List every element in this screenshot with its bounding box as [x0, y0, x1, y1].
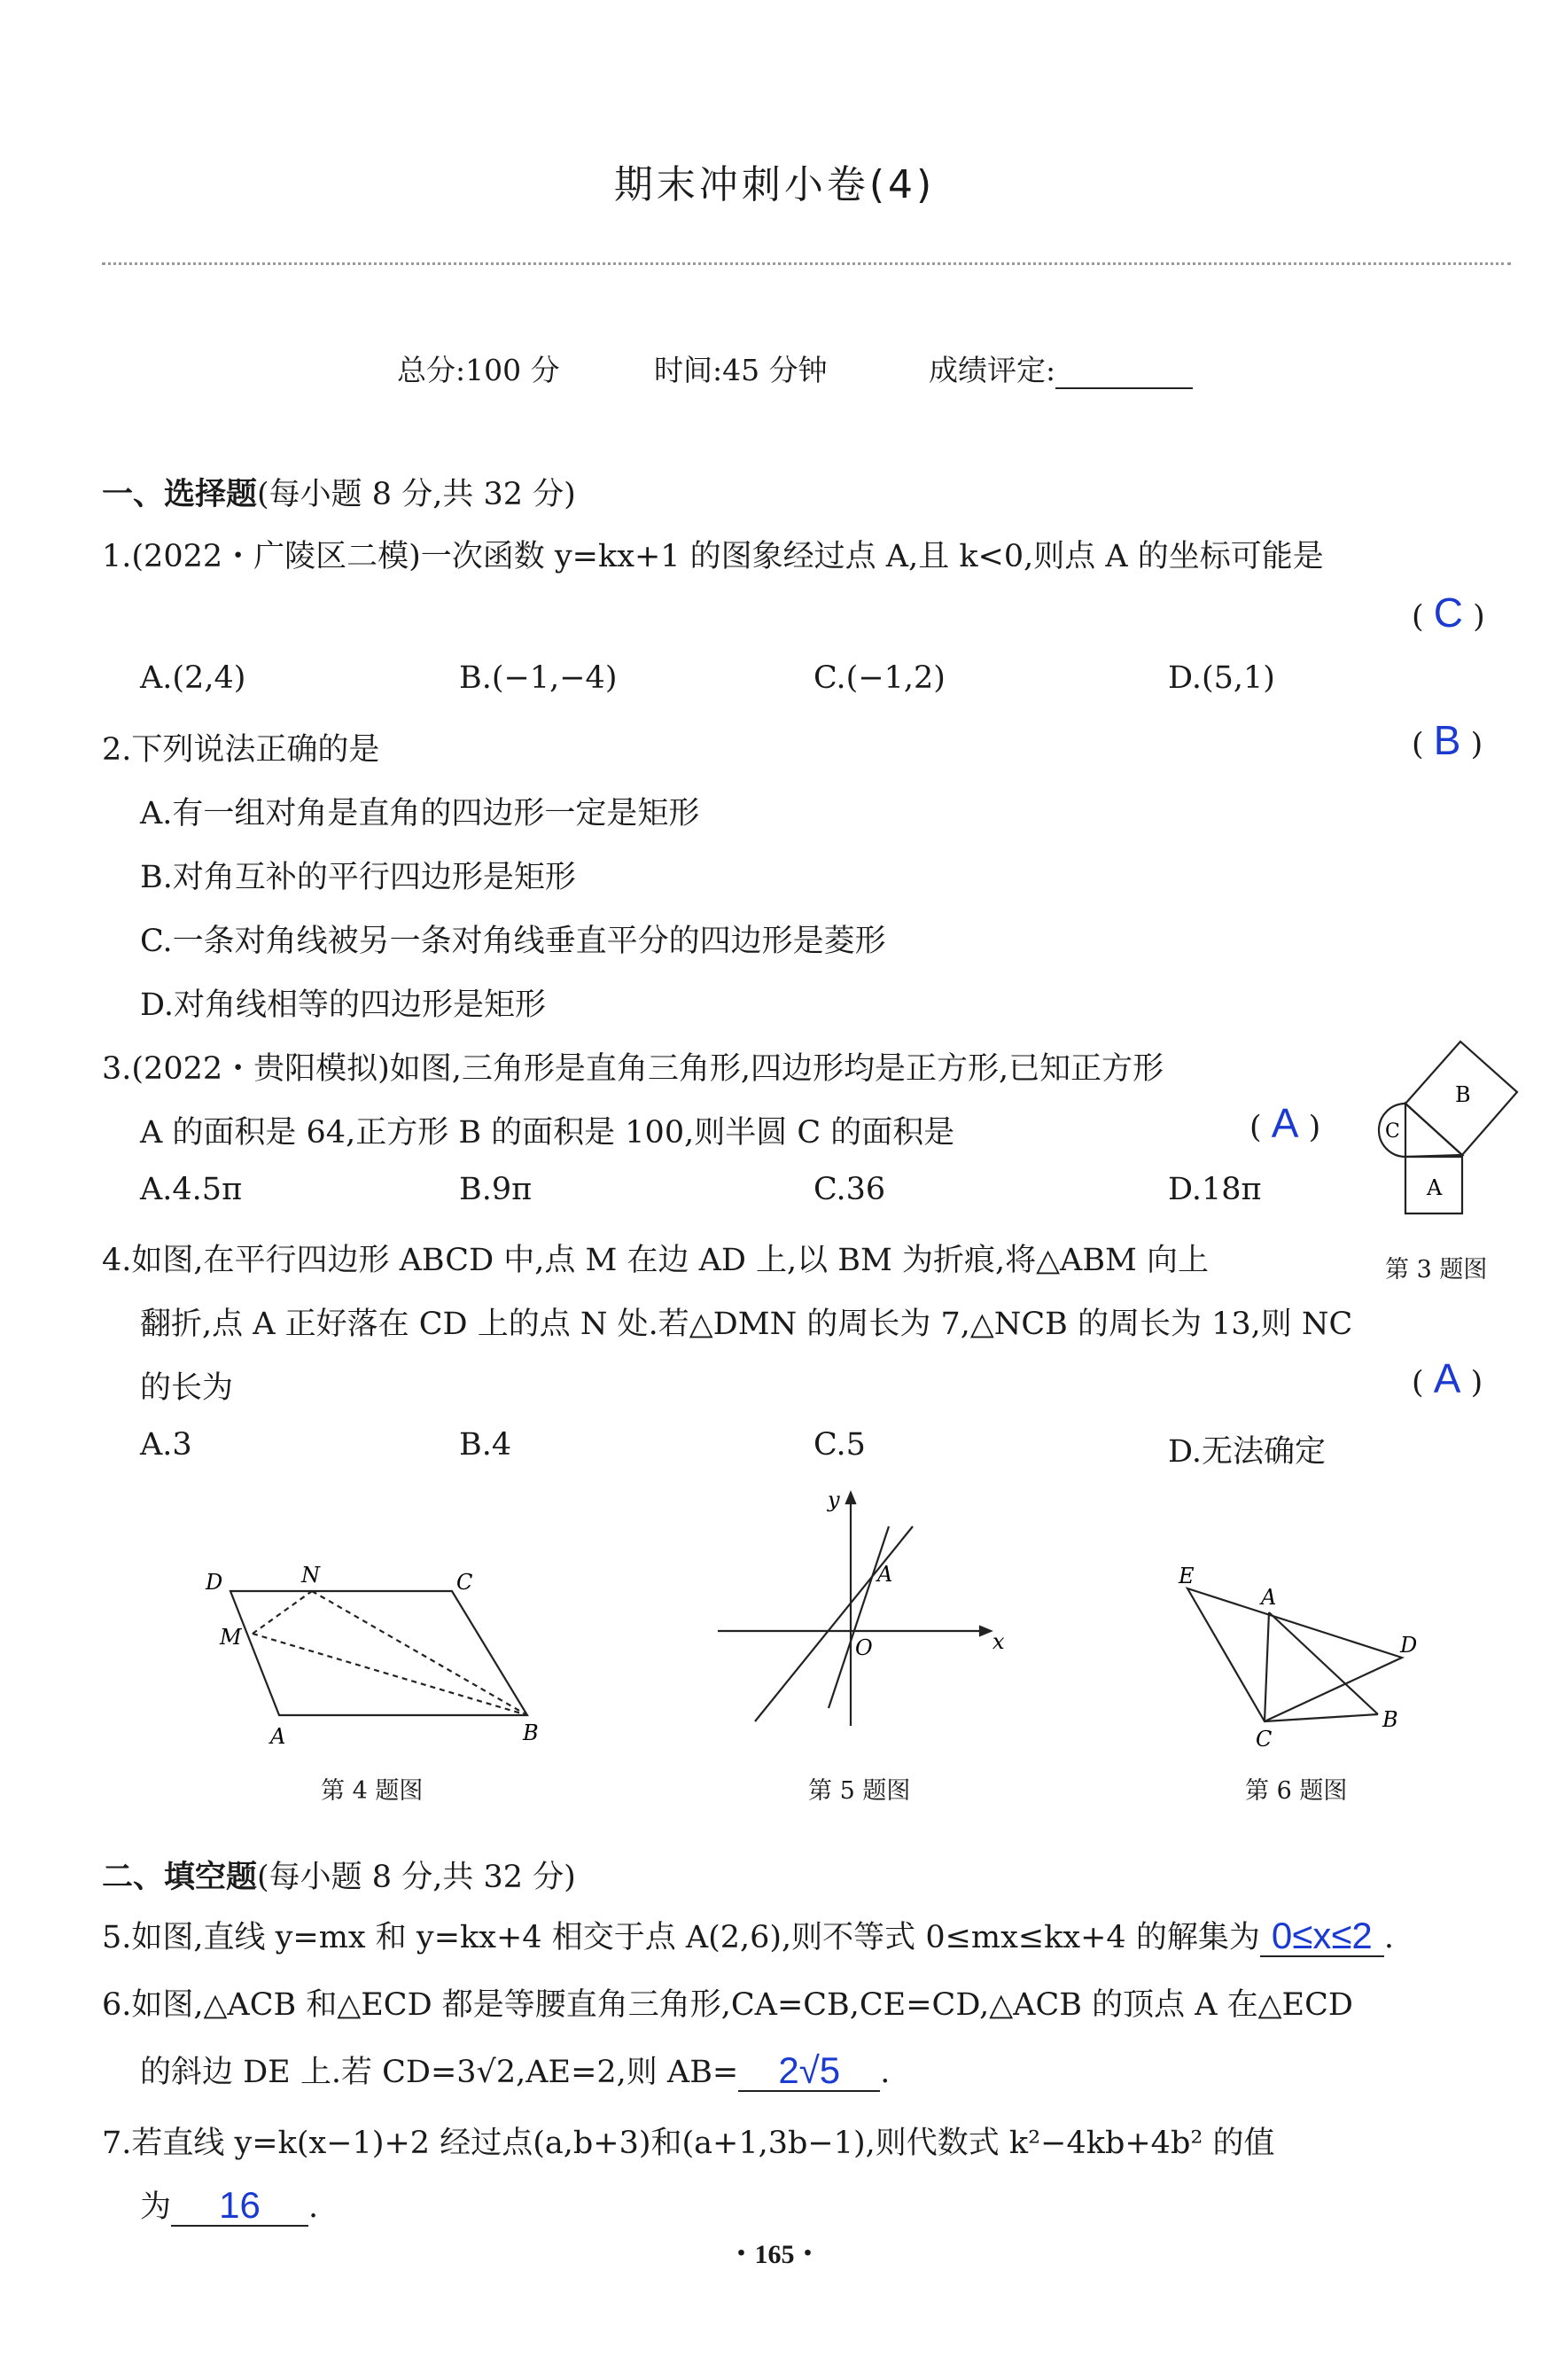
triangle-ecd [1187, 1588, 1402, 1721]
q6-line2-wrap [140, 2048, 890, 2092]
q4-option-d[interactable]: D.无法确定 [1168, 1434, 1326, 1470]
section-choice-note: (每小题 8 分,共 32 分) [257, 477, 576, 512]
q7-line2-wrap [140, 2182, 318, 2227]
segment-ca [1265, 1612, 1269, 1721]
q1-option-a[interactable]: A.(2,4) [140, 660, 246, 696]
q1-text: 1.(2022・广陵区二模)一次函数 y=kx+1 的图象经过点 A,且 k<0,则点 A 的坐标可能是 [102, 539, 1324, 574]
q6-blank[interactable] [738, 2049, 880, 2092]
time-limit: 时间:45 分钟 [654, 353, 828, 387]
q3-answer: A [1271, 1100, 1299, 1146]
line-mx [829, 1526, 889, 1708]
q2-option-b[interactable]: B.对角互补的平行四边形是矩形 [140, 860, 576, 895]
page-number: ・165・ [728, 2240, 821, 2269]
q3-option-a[interactable]: A.4.5π [140, 1172, 243, 1207]
q7-line2: 为 [140, 2189, 172, 2225]
fig6-label-e: E [1179, 1564, 1195, 1588]
q7-blank[interactable] [171, 2184, 308, 2227]
section-fill [102, 1853, 576, 1897]
q2-answer-box: ( B ) [1412, 717, 1483, 763]
q3-option-c[interactable]: C.36 [813, 1172, 886, 1207]
x-axis-arrow [980, 1627, 991, 1635]
q1-option-d[interactable]: D.(5,1) [1168, 660, 1275, 696]
q7-end: . [308, 2189, 319, 2225]
q3-option-d[interactable]: D.18π [1168, 1172, 1262, 1207]
q3-caption: 第 3 题图 [1385, 1256, 1488, 1284]
segment-nb [312, 1591, 527, 1715]
q3-option-b[interactable]: B.9π [459, 1172, 533, 1207]
fig6-label-c: C [1256, 1727, 1273, 1752]
title-divider [102, 262, 1511, 265]
q6-end: . [880, 2055, 891, 2090]
q1-option-b[interactable]: B.(−1,−4) [459, 660, 618, 696]
fig4-label-m: M [220, 1625, 242, 1650]
q7-line1: 7.若直线 y=k(x−1)+2 经过点(a,b+3)和(a+1,3b−1),则代数式 k²−4kb+4b² 的值 [102, 2126, 1275, 2161]
q3-figure [1365, 1033, 1533, 1223]
q2-option-a[interactable]: A.有一组对角是直角的四边形一定是矩形 [140, 796, 700, 831]
segment-ab [1269, 1612, 1378, 1714]
q7-answer: 16 [219, 2184, 261, 2226]
fig5-caption: 第 5 题图 [808, 1777, 911, 1805]
section-choice-head: 一、选择题 [102, 477, 258, 512]
q5-answer: 0≤x≤2 [1271, 1915, 1373, 1956]
q6-figure [1165, 1553, 1431, 1757]
fig4-label-n: N [301, 1563, 320, 1588]
section-fill-head: 二、填空题 [102, 1860, 258, 1895]
q4-option-b[interactable]: B.4 [459, 1427, 512, 1463]
q3-answer-box: ( A ) [1249, 1100, 1321, 1146]
segment-cb [1265, 1714, 1378, 1721]
q2-text: 2.下列说法正确的是 [102, 732, 380, 768]
q6-answer: 2√5 [778, 2049, 841, 2091]
q4-line2: 翻折,点 A 正好落在 CD 上的点 N 处.若△DMN 的周长为 7,△NCB 的周长为 13,则 NC [140, 1307, 1353, 1342]
grade-field [929, 347, 1193, 389]
fig4-label-a: A [270, 1724, 286, 1749]
right-triangle [1405, 1104, 1462, 1157]
q4-answer-box: ( A ) [1412, 1355, 1483, 1401]
q3-line2: A 的面积是 64,正方形 B 的面积是 100,则半圆 C 的面积是 [140, 1115, 955, 1151]
fig4-label-b: B [523, 1721, 539, 1745]
fig3-label-b: B [1455, 1082, 1471, 1107]
q5-figure [709, 1482, 1010, 1730]
fig4-label-c: C [456, 1570, 473, 1595]
q4-figure [186, 1547, 567, 1760]
fig4-label-d: D [206, 1570, 223, 1595]
q5-text: 5.如图,直线 y=mx 和 y=kx+4 相交于点 A(2,6),则不等式 0≤mx≤kx+4 的解集为 [102, 1920, 1260, 1955]
grade-label: 成绩评定: [929, 353, 1056, 387]
q4-option-c[interactable]: C.5 [813, 1427, 866, 1463]
q5-blank[interactable] [1260, 1915, 1384, 1957]
total-score: 总分:100 分 [397, 353, 560, 387]
fig5-label-o: O [855, 1635, 873, 1660]
q2-answer: B [1433, 717, 1461, 763]
q1-option-c[interactable]: C.(−1,2) [813, 660, 946, 696]
fig4-caption: 第 4 题图 [321, 1777, 424, 1805]
fig6-caption: 第 6 题图 [1245, 1777, 1348, 1805]
fig5-label-y: y [828, 1487, 840, 1512]
q6-line2: 的斜边 DE 上.若 CD=3√2,AE=2,则 AB= [140, 2055, 739, 2090]
segment-mn [253, 1591, 312, 1634]
fig6-label-d: D [1400, 1633, 1418, 1658]
q4-line1: 4.如图,在平行四边形 ABCD 中,点 M 在边 AD 上,以 BM 为折痕,将△ABM 向上 [102, 1243, 1209, 1278]
section-fill-note: (每小题 8 分,共 32 分) [257, 1860, 576, 1895]
fig6-label-b: B [1382, 1707, 1398, 1732]
fig6-label-a: A [1261, 1585, 1277, 1610]
q3-line1: 3.(2022・贵阳模拟)如图,三角形是直角三角形,四边形均是正方形,已知正方形 [102, 1051, 1164, 1087]
q1-answer: C [1433, 589, 1464, 636]
q1-answer-box: ( C ) [1412, 589, 1485, 636]
q4-line3: 的长为 [140, 1370, 234, 1406]
q5-end: . [1383, 1920, 1394, 1955]
section-choice [102, 470, 576, 514]
grade-blank[interactable] [1055, 359, 1193, 389]
y-axis-arrow [846, 1493, 855, 1503]
fig3-label-a: A [1427, 1175, 1443, 1200]
fig5-label-a: A [877, 1562, 893, 1587]
q4-option-a[interactable]: A.3 [140, 1427, 192, 1463]
parallelogram-abcd [230, 1591, 527, 1715]
fig5-label-x: x [992, 1629, 1005, 1654]
q2-option-d[interactable]: D.对角线相等的四边形是矩形 [140, 987, 546, 1023]
fig3-label-c: C [1385, 1120, 1400, 1143]
page-title: 期末冲刺小卷(4) [613, 162, 936, 207]
q2-option-c[interactable]: C.一条对角线被另一条对角线垂直平分的四边形是菱形 [140, 924, 886, 959]
q6-line1: 6.如图,△ACB 和△ECD 都是等腰直角三角形,CA=CB,CE=CD,△ACB 的顶点 A 在△ECD [102, 1987, 1353, 2023]
q5-line [102, 1913, 1394, 1957]
q4-answer: A [1433, 1355, 1461, 1401]
